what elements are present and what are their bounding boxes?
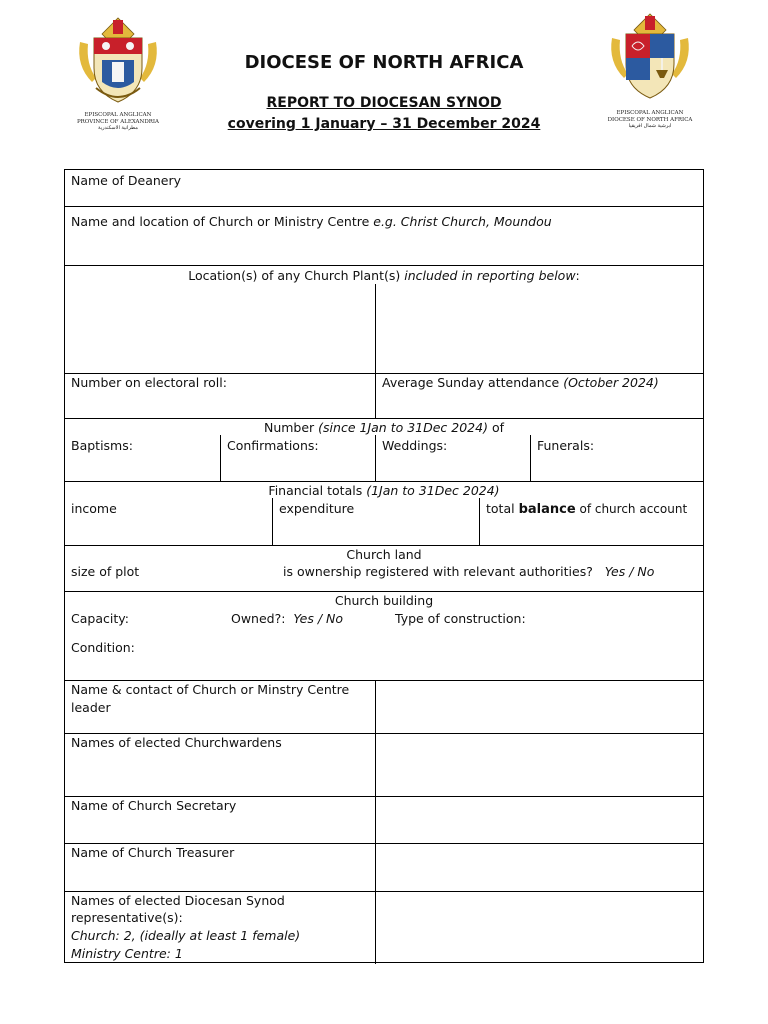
right-crest-caption-line1: EPISCOPAL ANGLICAN <box>616 110 684 116</box>
sunday-attendance-label: Average Sunday attendance (October 2024) <box>382 375 659 390</box>
report-subtitle: REPORT TO DIOCESAN SYNOD <box>266 95 502 111</box>
condition-label: Condition: <box>71 640 135 655</box>
synod-reps-ministry-note: Ministry Centre: 1 <box>71 946 183 961</box>
leader-label-line1: Name & contact of Church or Minstry Centre <box>71 682 350 697</box>
churchwardens-field[interactable] <box>377 734 703 795</box>
churchwardens-label: Names of elected Churchwardens <box>71 735 282 750</box>
left-crest-caption-line2: PROVINCE OF ALEXANDRIA <box>76 118 160 125</box>
synod-reps-label-line2: representative(s): <box>71 910 183 925</box>
treasurer-label: Name of Church Treasurer <box>71 845 235 860</box>
total-balance-label: total balance of church account <box>486 501 688 517</box>
baptisms-label: Baptisms: <box>71 438 133 453</box>
secretary-field[interactable] <box>377 797 703 842</box>
report-period: covering 1 January – 31 December 2024 <box>227 116 541 132</box>
synod-reps-field[interactable] <box>377 892 703 962</box>
document-title: DIOCESE OF NORTH AFRICA <box>244 52 524 73</box>
owned-label: Owned?: Yes / No <box>231 611 344 626</box>
right-crest-caption-line2: DIOCESE OF NORTH AFRICA <box>607 116 693 123</box>
synod-report-form <box>64 169 704 963</box>
income-label: income <box>71 501 117 516</box>
treasurer-field[interactable] <box>377 844 703 890</box>
expenditure-label: expenditure <box>279 501 355 516</box>
church-plant-field-2[interactable] <box>377 284 703 372</box>
church-building-heading: Church building <box>334 593 434 608</box>
numbers-heading: Number (since 1Jan to 31Dec 2024) of <box>263 420 504 435</box>
left-diocese-crest: EPISCOPAL ANGLICAN PROVINCE OF ALEXANDRIA ﻣﻄﺮﺍﻧﻴﺔ ﺍﻻﺳﻜﻨﺪﺭﻳﺔ <box>72 12 168 132</box>
synod-reps-church-note: Church: 2, (ideally at least 1 female) <box>71 928 301 943</box>
leader-field[interactable] <box>377 681 703 732</box>
church-plants-label: Location(s) of any Church Plant(s) included in reporting below: <box>188 268 580 283</box>
secretary-label: Name of Church Secretary <box>71 798 237 813</box>
weddings-label: Weddings: <box>382 438 448 453</box>
leader-label-line2: leader <box>71 700 111 715</box>
deanery-label: Name of Deanery <box>71 173 181 188</box>
confirmations-label: Confirmations: <box>227 438 319 453</box>
financial-heading: Financial totals (1Jan to 31Dec 2024) <box>268 483 500 498</box>
right-diocese-crest: EPISCOPAL ANGLICAN DIOCESE OF NORTH AFRICA ﺍﺑﺮﺷﻴﺔ ﺷﻤﺎﻝ ﺍﻓﺮﻳﻘﻴﺎ <box>604 10 700 130</box>
left-crest-caption-line1: EPISCOPAL ANGLICAN <box>84 112 152 118</box>
ownership-question: is ownership registered with relevant authorities? Yes / No <box>283 564 655 579</box>
church-name-label: Name and location of Church or Ministry Centre e.g. Christ Church, Moundou <box>71 214 552 229</box>
capacity-label: Capacity: <box>71 611 129 626</box>
funerals-label: Funerals: <box>537 438 595 453</box>
church-plant-field-1[interactable] <box>66 284 374 372</box>
synod-reps-label-line1: Names of elected Diocesan Synod <box>71 893 285 908</box>
electoral-roll-label: Number on electoral roll: <box>71 375 227 390</box>
plot-size-label: size of plot <box>71 564 140 579</box>
church-land-heading: Church land <box>346 547 422 562</box>
construction-label: Type of construction: <box>395 611 526 626</box>
